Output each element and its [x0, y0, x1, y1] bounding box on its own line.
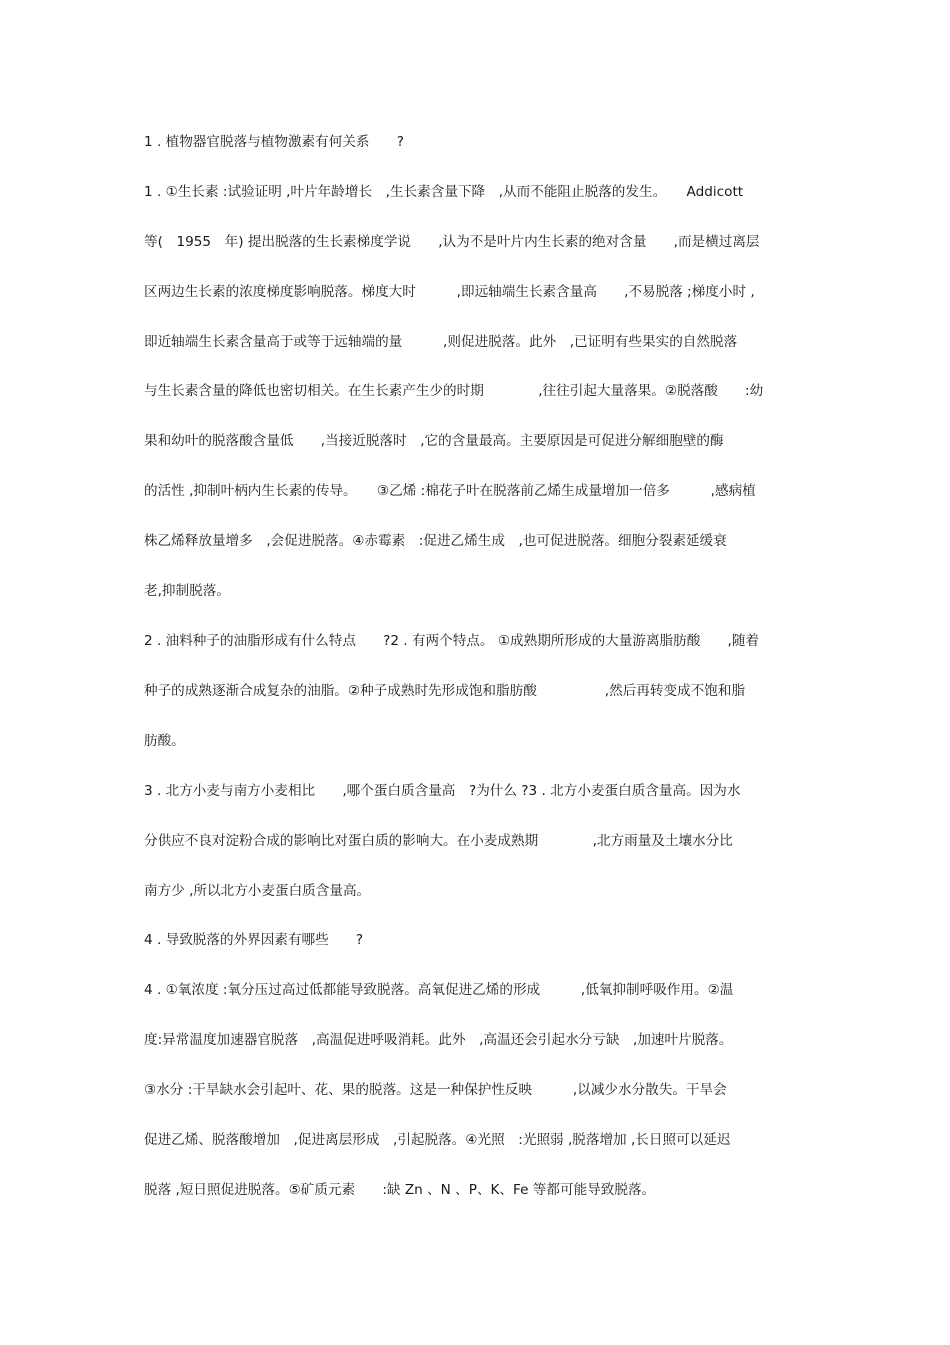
answer-2-line-2: 种子的成熟逐渐合成复杂的油脂。②种子成熟时先形成饱和脂肪酸 ,然后再转变成不饱和脂	[144, 683, 746, 699]
question-4: 4 . 导致脱落的外界因素有哪些 ?	[144, 932, 364, 948]
question-answer-3: 3 . 北方小麦与南方小麦相比 ,哪个蛋白质含量高 ?为什么 ?3 . 北方小麦蛋白质含量高。因为水	[144, 783, 741, 799]
answer-4-line-3: ③水分 :干旱缺水会引起叶、花、果的脱落。这是一种保护性反映 ,以减少水分散失。干旱会	[144, 1082, 727, 1098]
answer-3-line-3: 南方少 ,所以北方小麦蛋白质含量高。	[144, 883, 371, 899]
answer-4-line-1: 4 . ①氧浓度 :氧分压过高过低都能导致脱落。高氧促进乙烯的形成 ,低氧抑制呼吸作用。②温	[144, 982, 734, 998]
answer-4-line-2: 度:异常温度加速器官脱落 ,高温促进呼吸消耗。此外 ,高温还会引起水分亏缺 ,加速叶片脱落。	[144, 1032, 733, 1048]
answer-1-line-6: 果和幼叶的脱落酸含量低 ,当接近脱落时 ,它的含量最高。主要原因是可促进分解细胞壁的酶	[144, 433, 724, 449]
answer-2-line-3: 肪酸。	[144, 733, 185, 749]
answer-4-line-4: 促进乙烯、脱落酸增加 ,促进离层形成 ,引起脱落。④光照 :光照弱 ,脱落增加 ,长日照可以延迟	[144, 1132, 731, 1148]
answer-1-line-7: 的活性 ,抑制叶柄内生长素的传导。 ③乙烯 :棉花子叶在脱落前乙烯生成量增加一倍多 ,感病植	[144, 483, 756, 499]
question-1: 1 . 植物器官脱落与植物激素有何关系 ?	[144, 134, 404, 150]
answer-1-line-5: 与生长素含量的降低也密切相关。在生长素产生少的时期 ,往往引起大量落果。②脱落酸 :幼	[144, 383, 764, 399]
answer-1-line-9: 老,抑制脱落。	[144, 583, 230, 599]
answer-1-line-3: 区两边生长素的浓度梯度影响脱落。梯度大时 ,即远轴端生长素含量高 ,不易脱落 ;梯度小时 ,	[144, 284, 755, 300]
answer-1-line-4: 即近轴端生长素含量高于或等于远轴端的量 ,则促进脱落。此外 ,已证明有些果实的自然脱落	[144, 334, 738, 350]
answer-1-line-8: 株乙烯释放量增多 ,会促进脱落。④赤霉素 :促进乙烯生成 ,也可促进脱落。细胞分裂素延缓衰	[144, 533, 727, 549]
answer-4-line-5: 脱落 ,短日照促进脱落。⑤矿质元素 :缺 Zn 、N 、P、K、Fe 等都可能导致脱落。	[144, 1182, 656, 1198]
answer-3-line-2: 分供应不良对淀粉合成的影响比对蛋白质的影响大。在小麦成熟期 ,北方雨量及土壤水分比	[144, 833, 733, 849]
answer-1-line-1: 1 . ①生长素 :试验证明 ,叶片年龄增长 ,生长素含量下降 ,从而不能阻止脱落的发生。 Addicott	[144, 184, 744, 200]
question-answer-2: 2 . 油料种子的油脂形成有什么特点 ?2 . 有两个特点。 ①成熟期所形成的大量游离脂肪酸 ,随着	[144, 633, 760, 649]
answer-1-line-2: 等( 1955 年) 提出脱落的生长素梯度学说 ,认为不是叶片内生长素的绝对含量 ,而是横过离层	[144, 234, 760, 250]
